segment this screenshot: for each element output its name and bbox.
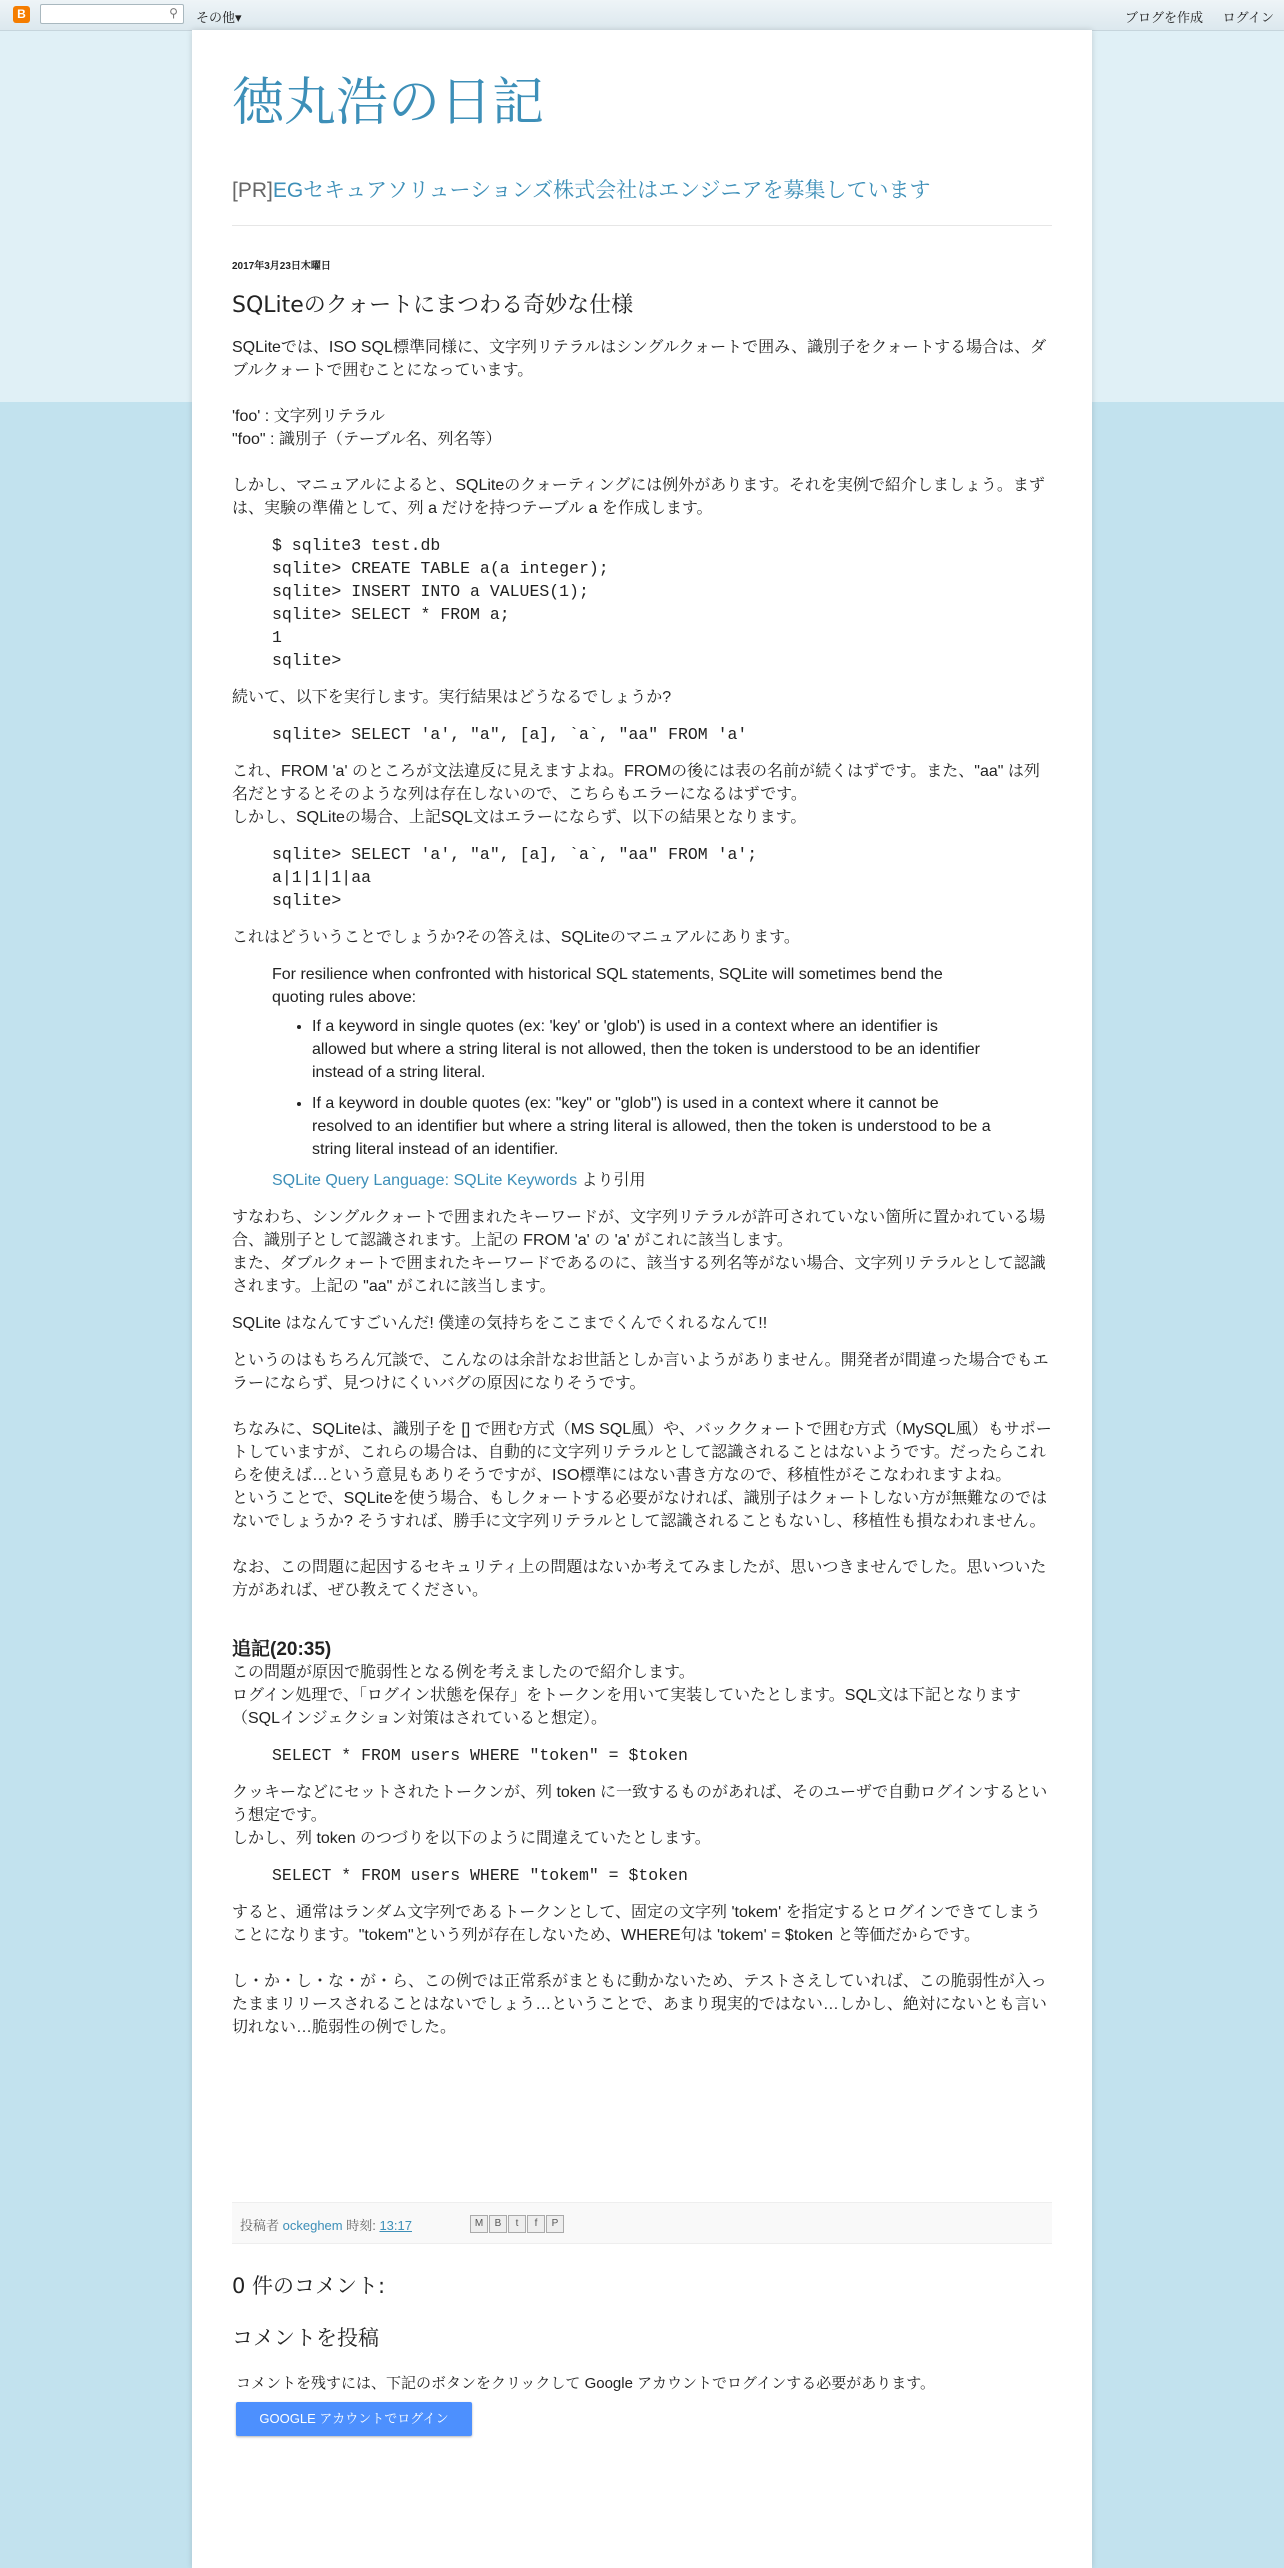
author-link[interactable]: ockeghem [282, 2218, 343, 2233]
posted-by-label: 投稿者 [240, 2218, 283, 2233]
google-login-button[interactable]: GOOGLE アカウントでログイン [236, 2402, 472, 2436]
blockquote [272, 963, 992, 1192]
quote-suffix: より引用 [577, 1172, 646, 1189]
permalink-time[interactable]: 13:17 [379, 2218, 412, 2233]
paragraph: "foo" : 識別子（テーブル名、列名等） [232, 431, 502, 448]
blog-title[interactable]: 徳丸浩の日記 [232, 73, 545, 133]
blogger-navbar [0, 0, 1284, 31]
facebook-share-icon[interactable]: f [527, 2215, 545, 2233]
paragraph: 続いて、以下を実行します。実行結果はどうなるでしょうか? [232, 689, 672, 706]
search-input[interactable] [40, 4, 184, 24]
sqlite-keywords-link[interactable]: SQLite Query Language: SQLite Keywords [272, 1172, 578, 1189]
pr-link-text[interactable]: EGセキュアソリューションズ株式会社はエンジニアを募集しています [272, 179, 931, 202]
pinterest-share-icon[interactable]: P [546, 2215, 564, 2233]
login-link[interactable]: ログイン [1222, 10, 1274, 25]
paragraph: ということで、SQLiteを使う場合、もしクォートする必要がなければ、識別子はクォートしない方が無難なのではないでしょうか? そうすれば、勝手に文字列リテラルとして認識されることもないし、移植性も損なわれません。 [232, 1490, 1048, 1530]
paragraph: なお、この問題に起因するセキュリティ上の問題はないか考えてみましたが、思いつきませんでした。思いついた方があれば、ぜひ教えてください。 [232, 1559, 1047, 1599]
twitter-share-icon[interactable]: t [508, 2215, 526, 2233]
paragraph: SQLite はなんてすごいんだ! 僕達の気持ちをここまでくんでくれるなんて!! [232, 1315, 768, 1332]
create-blog-link[interactable]: ブログを作成 [1125, 10, 1204, 25]
quote-list [272, 1015, 992, 1161]
time-label: 時刻: [342, 2218, 380, 2233]
paragraph: し・か・し・な・が・ら、この例では正常系がまともに動かないため、テストさえしていれば、この脆弱性が入ったままリリースされることはないでしょう…ということで、あまり現実的ではない…しかし、絶対にないとも言い切れない…脆弱性の例でした。 [232, 1973, 1047, 2036]
code-block: $ sqlite3 test.db sqlite> CREATE TABLE a(a integer); sqlite> INSERT INTO a VALUES(1); sqlite> SELECT * FROM a; 1 sqlite> [272, 536, 609, 670]
paragraph: これはどういうことでしょうか?その答えは、SQLiteのマニュアルにあります。 [232, 929, 800, 946]
divider [232, 225, 1052, 226]
post-date: 2017年3月23日木曜日 [232, 261, 331, 272]
paragraph: というのはもちろん冗談で、こんなのは余計なお世話としか言いようがありません。開発者が間違った場合でもエラーにならず、見つけにくいバグの原因になりそうです。 [232, 1352, 1049, 1392]
post-comment-title: コメントを投稿 [232, 2326, 379, 2350]
comments-count-title: 0 件のコメント: [232, 2274, 386, 2298]
pr-link[interactable] [232, 174, 931, 204]
main-column [192, 30, 1092, 2568]
post-body [232, 336, 1052, 2039]
more-menu[interactable]: その他▾ [196, 10, 242, 25]
post-footer [232, 2202, 1052, 2244]
paragraph: しかし、列 token のつづりを以下のように間違えていたとします。 [232, 1830, 711, 1847]
search-icon[interactable]: ⚲ [169, 6, 178, 20]
post-title: SQLiteのクォートにまつわる奇妙な仕様 [232, 293, 634, 318]
paragraph: また、ダブルクォートで囲まれたキーワードであるのに、該当する列名等がない場合、文字列リテラルとして認識されます。上記の "aa" がこれに該当します。 [232, 1255, 1046, 1295]
paragraph: SQLiteでは、ISO SQL標準同様に、文字列リテラルはシングルクォートで囲み、識別子をクォートする場合は、ダブルクォートで囲むことになっています。 [232, 339, 1047, 379]
code-block: sqlite> SELECT 'a', "a", [a], `a`, "aa" FROM 'a'; a|1|1|1|aa sqlite> [272, 845, 758, 910]
paragraph: すると、通常はランダム文字列であるトークンとして、固定の文字列 'tokem' を指定するとログインできてしまうことになります。"tokem"という列が存在しないため、WHERE句は 'tokem' = $token と等価だからです。 [232, 1904, 1041, 1944]
list-item: • If a keyword in double quotes (ex: "key" or "glob") is used in a context where it cannot be resolved to an identifier but where a string literal is allowed, then the token is understood to be a string literal instead of an identifier. [312, 1092, 992, 1161]
code-block: SELECT * FROM users WHERE "tokem" = $token [272, 1866, 688, 1885]
addendum-title: 追記(20:35) [232, 1639, 332, 1660]
code-block: SELECT * FROM users WHERE "token" = $token [272, 1746, 688, 1765]
paragraph: クッキーなどにセットされたトークンが、列 token に一致するものがあれば、そのユーザで自動ログインするという想定です。 [232, 1784, 1048, 1824]
paragraph: すなわち、シングルクォートで囲まれたキーワードが、文字列リテラルが許可されていない箇所に置かれている場合、識別子として認識されます。上記の FROM 'a' の 'a' がこれに該当します。 [232, 1209, 1046, 1249]
paragraph: ログイン処理で、「ログイン状態を保存」をトークンを用いて実装していたとします。SQL文は下記となります（SQLインジェクション対策はされていると想定）。 [232, 1687, 1021, 1727]
paragraph: これ、FROM 'a' のところが文法違反に見えますよね。FROMの後には表の名前が続くはずです。また、"aa" は列名だとするとそのような列は存在しないので、こちらもエラーになるはずです。 [232, 763, 1040, 803]
paragraph: この問題が原因で脆弱性となる例を考えましたので紹介します。 [232, 1664, 695, 1681]
share-buttons [470, 2215, 564, 2233]
blogger-logo-icon[interactable]: B [13, 6, 30, 23]
list-item: • If a keyword in single quotes (ex: 'key' or 'glob') is used in a context where an identifier is allowed but where a string literal is not allowed, then the token is understood to be an identifier instead of a string literal. [312, 1015, 992, 1084]
login-message: コメントを残すには、下記のボタンをクリックして Google アカウントでログインする必要があります。 [236, 2375, 936, 2392]
code-block: sqlite> SELECT 'a', "a", [a], `a`, "aa" FROM 'a' [272, 725, 748, 744]
paragraph: しかし、マニュアルによると、SQLiteのクォーティングには例外があります。それを実例で紹介しましょう。まずは、実験の準備として、列 a だけを持つテーブル a を作成します。 [232, 477, 1045, 517]
pr-prefix: [PR] [232, 179, 273, 202]
paragraph: しかし、SQLiteの場合、上記SQL文はエラーにならず、以下の結果となります。 [232, 809, 807, 826]
blogthis-share-icon[interactable]: B [489, 2215, 507, 2233]
email-share-icon[interactable]: M [470, 2215, 488, 2233]
quote-intro: For resilience when confronted with historical SQL statements, SQLite will sometimes bend the quoting rules above: [272, 966, 943, 1006]
paragraph: 'foo' : 文字列リテラル [232, 408, 385, 425]
paragraph: ちなみに、SQLiteは、識別子を [] で囲む方式（MS SQL風）や、バッククォートで囲む方式（MySQL風）もサポートしていますが、これらの場合は、自動的に文字列リテラルとして認識されることはないようです。だったらこれらを使えば…という意見もありそうですが、ISO標準にはない書き方なので、移植性がそこなわれますよね。 [232, 1421, 1052, 1484]
